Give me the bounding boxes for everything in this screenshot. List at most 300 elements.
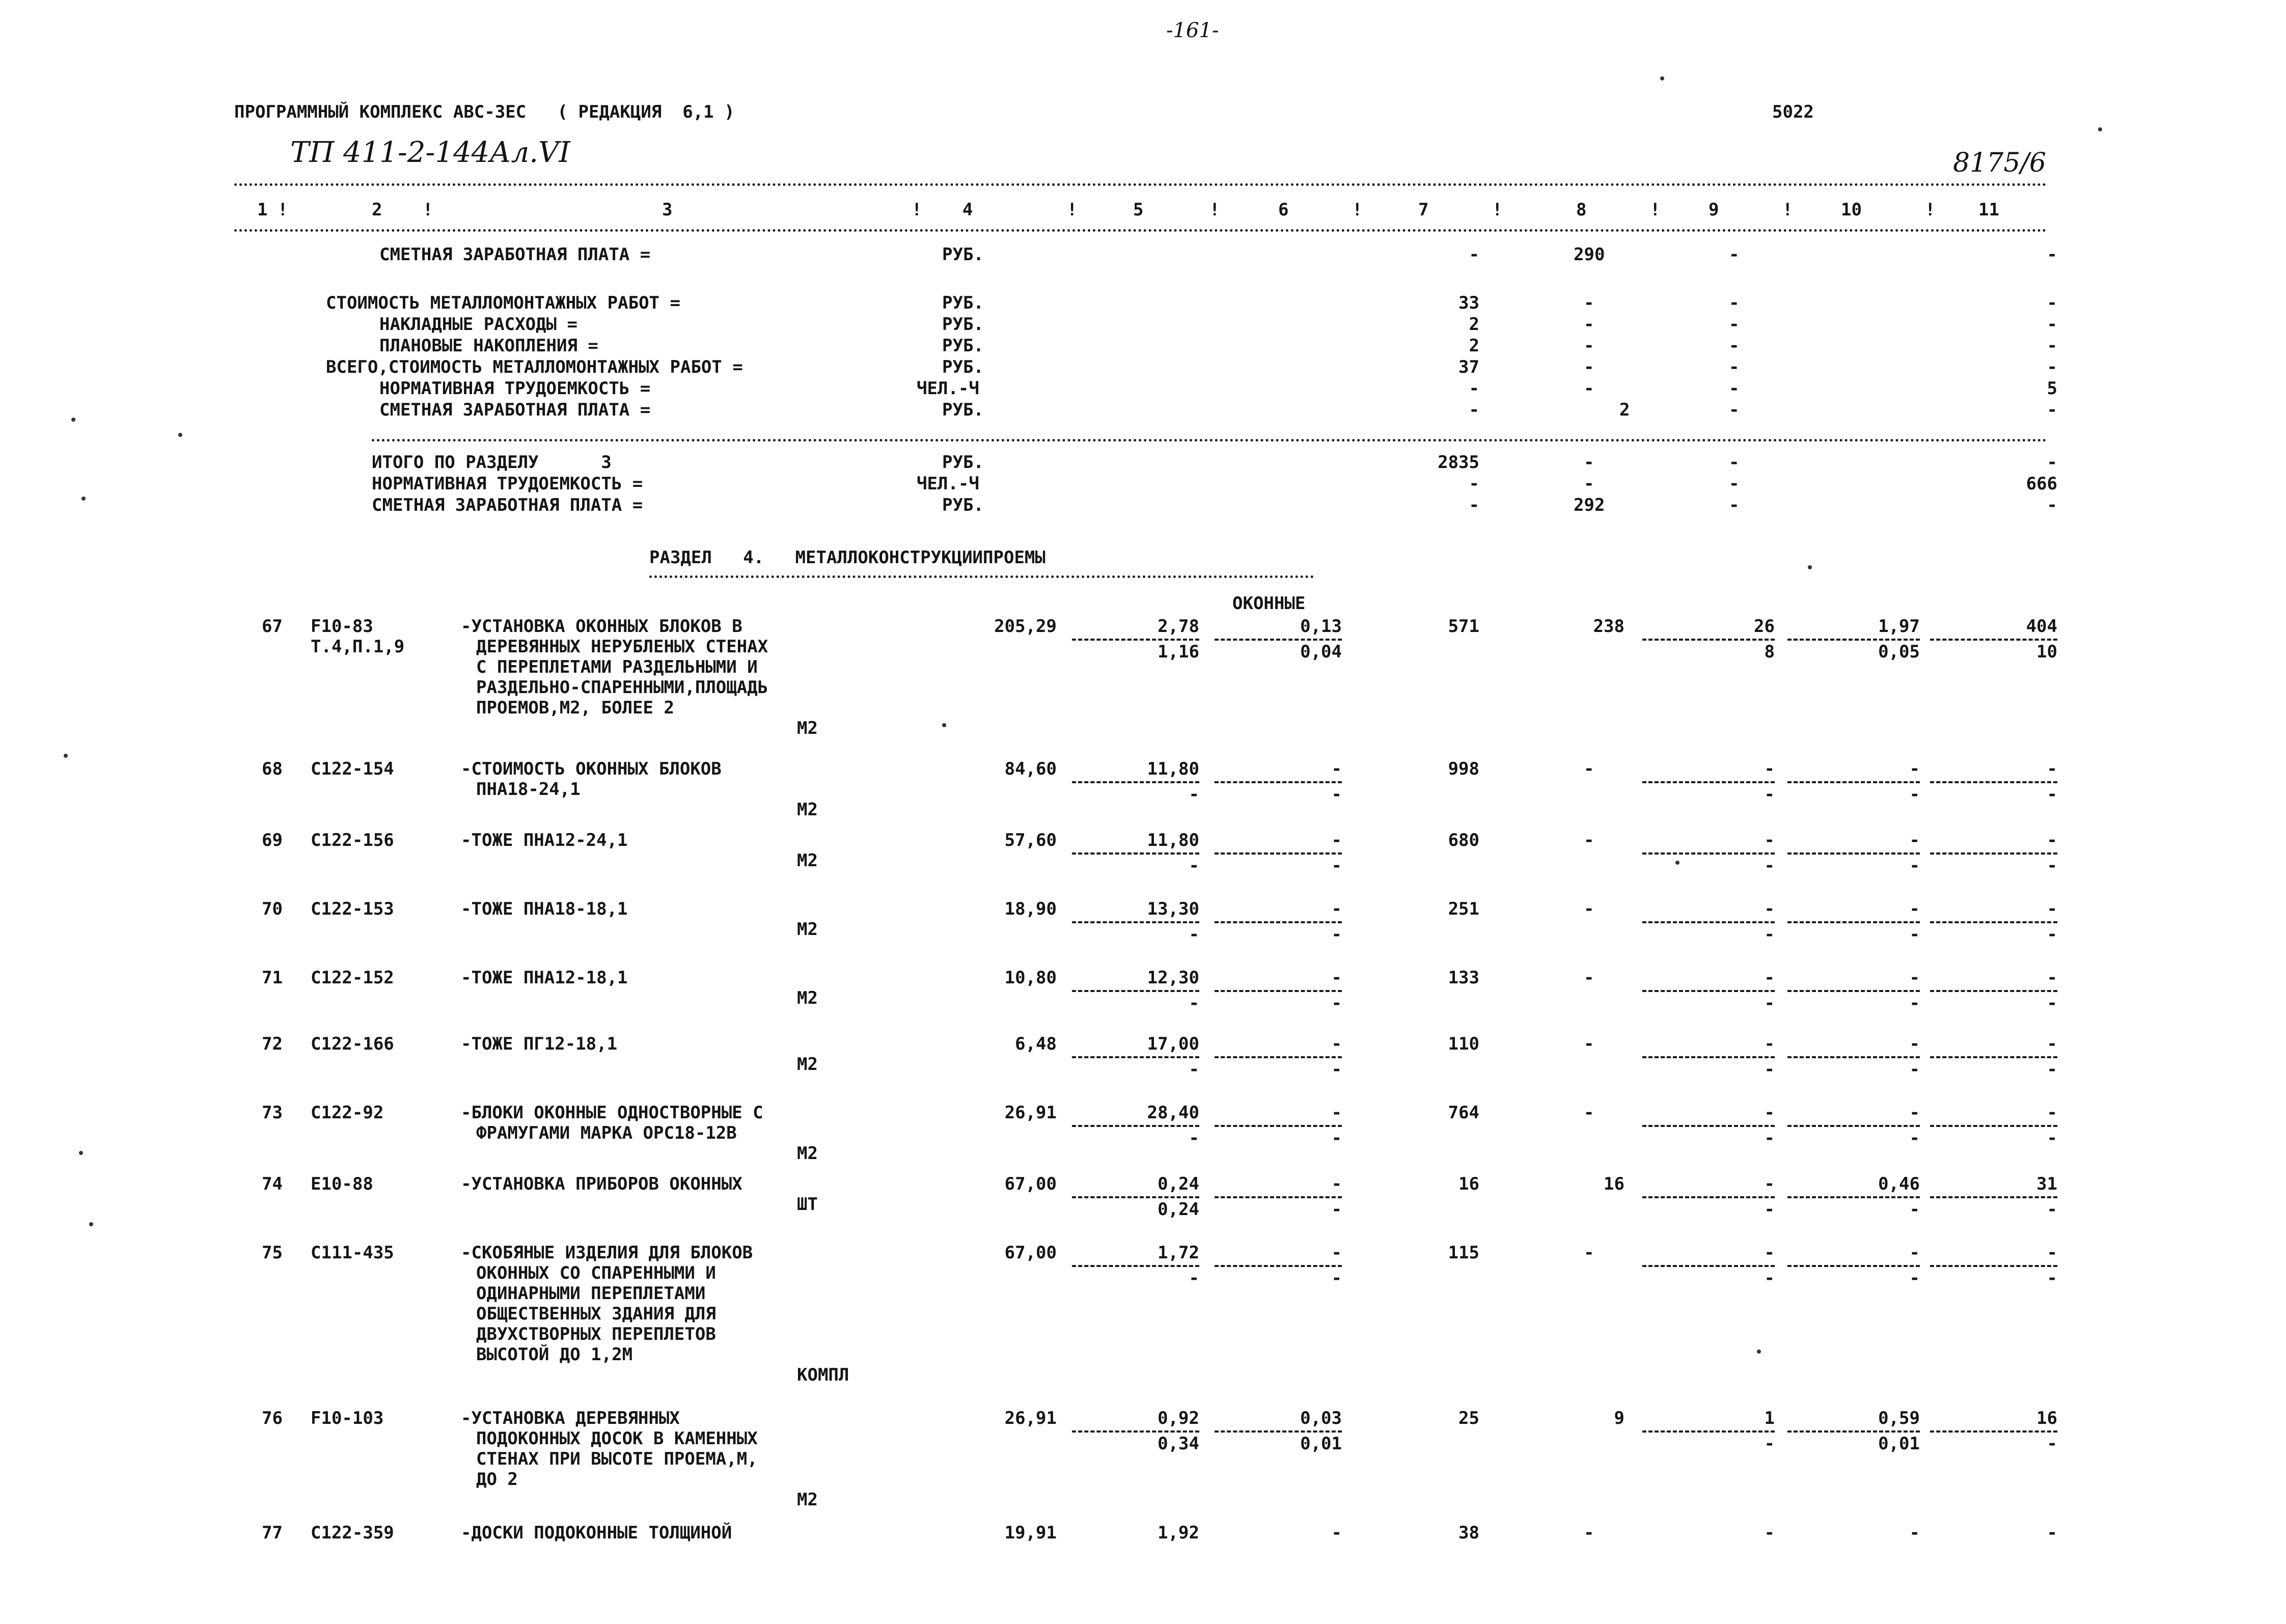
row-quantity: 19,91 bbox=[1004, 1523, 1057, 1543]
row-unit-wage: - bbox=[1331, 1523, 1342, 1543]
row-total-wage: - bbox=[1584, 968, 1594, 988]
row-number: 67 bbox=[262, 616, 283, 637]
row-unit-wage: 0,13 bbox=[1300, 616, 1342, 637]
row-labor-rate: 0,59 bbox=[1878, 1408, 1920, 1428]
column-divider: ! bbox=[912, 200, 922, 220]
row-unit-wage-machine: - bbox=[1331, 1059, 1342, 1080]
row-labor-total: 404 bbox=[2026, 616, 2057, 637]
summary-total-c7: - bbox=[1469, 495, 1479, 515]
column-number-4: 4 bbox=[962, 200, 973, 220]
column-divider: ! bbox=[278, 200, 288, 220]
row-unit: М2 bbox=[797, 1054, 818, 1075]
row-unit-price: 0,24 bbox=[1158, 1174, 1199, 1194]
summary-total-c11: 666 bbox=[2026, 474, 2057, 494]
row-labor-rate-machine: - bbox=[1909, 856, 1920, 876]
row-description: -ТОЖЕ ПНА12-18,1 bbox=[461, 968, 628, 988]
machine-divider bbox=[1787, 781, 1920, 783]
column-number-8: 8 bbox=[1576, 200, 1587, 220]
summary-row-c9: - bbox=[1729, 293, 1740, 313]
summary-row-unit: РУБ. bbox=[942, 314, 984, 335]
machine-divider bbox=[1930, 1265, 2057, 1267]
price-divider bbox=[1072, 852, 1199, 855]
machine-divider bbox=[1642, 990, 1775, 992]
row-labor-rate-machine: - bbox=[1909, 1059, 1920, 1080]
summary-row-c8: - bbox=[1584, 378, 1594, 399]
price-divider bbox=[1072, 921, 1199, 923]
scan-speck bbox=[1757, 1350, 1761, 1354]
row-unit-price: 13,30 bbox=[1147, 899, 1199, 919]
row-total-cost: 998 bbox=[1448, 759, 1479, 779]
row-description: РАЗДЕЛЬНО-СПАРЕННЫМИ,ПЛОЩАДЬ bbox=[476, 677, 768, 698]
summary-row-c7: - bbox=[1469, 378, 1479, 399]
row-description: ДЕРЕВЯННЫХ НЕРУБЛЕНЫХ СТЕНАХ bbox=[476, 637, 768, 657]
summary-total-unit: РУБ. bbox=[942, 452, 984, 473]
price-divider bbox=[1072, 1125, 1199, 1127]
machine-divider bbox=[1787, 1430, 1920, 1433]
summary-row-c9: - bbox=[1729, 357, 1740, 377]
row-labor-rate: 1,97 bbox=[1878, 616, 1920, 637]
summary-row-unit: РУБ. bbox=[942, 400, 984, 420]
row-total-wage: - bbox=[1584, 830, 1594, 850]
scan-speck bbox=[79, 1151, 83, 1155]
row-unit-price-machine: - bbox=[1189, 993, 1199, 1013]
summary-salary-label: СМЕТНАЯ ЗАРАБОТНАЯ ПЛАТА = bbox=[379, 244, 651, 265]
summary-row-c8: - bbox=[1584, 293, 1594, 313]
row-machine-wage: - bbox=[1764, 1128, 1775, 1148]
scan-speck bbox=[81, 497, 86, 501]
row-code: С122-166 bbox=[311, 1034, 394, 1054]
row-unit-price: 1,72 bbox=[1158, 1243, 1199, 1263]
summary-row-c11: - bbox=[2047, 314, 2057, 335]
summary-separator bbox=[372, 439, 2047, 442]
program-header: ПРОГРАММНЫЙ КОМПЛЕКС АВС-3ЕС ( РЕДАКЦИЯ 6,1 ) bbox=[234, 102, 735, 122]
row-labor-rate: - bbox=[1909, 1103, 1920, 1123]
machine-divider bbox=[1642, 1125, 1775, 1127]
summary-row-unit: РУБ. bbox=[942, 357, 984, 377]
row-total-wage: 9 bbox=[1614, 1408, 1624, 1428]
row-total-wage: 16 bbox=[1604, 1174, 1624, 1194]
row-unit: М2 bbox=[797, 800, 818, 820]
row-number: 77 bbox=[262, 1523, 283, 1543]
row-number: 76 bbox=[262, 1408, 283, 1428]
summary-row-c7: 2 bbox=[1469, 314, 1479, 335]
machine-divider bbox=[1642, 1196, 1775, 1198]
row-unit-wage: - bbox=[1331, 1174, 1342, 1194]
row-unit-price: 11,80 bbox=[1147, 830, 1199, 850]
row-labor-total-machine: - bbox=[2047, 1199, 2057, 1220]
summary-total-c8: - bbox=[1584, 474, 1594, 494]
column-number-1: 1 bbox=[257, 200, 268, 220]
row-unit-price-machine: - bbox=[1189, 1268, 1199, 1288]
row-unit-price-machine: - bbox=[1189, 784, 1199, 805]
column-divider: ! bbox=[1925, 200, 1936, 220]
scan-speck bbox=[178, 433, 182, 437]
row-unit-wage: - bbox=[1331, 1034, 1342, 1054]
row-labor-rate-machine: - bbox=[1909, 924, 1920, 945]
row-labor-rate-machine: - bbox=[1909, 784, 1920, 805]
page-number: -161- bbox=[1166, 19, 1219, 42]
machine-divider bbox=[1642, 1056, 1775, 1058]
machine-divider bbox=[1787, 921, 1920, 923]
row-unit-price-machine: - bbox=[1189, 924, 1199, 945]
row-machine-cost: - bbox=[1764, 899, 1775, 919]
row-total-cost: 16 bbox=[1458, 1174, 1479, 1194]
row-labor-rate: - bbox=[1909, 899, 1920, 919]
header-separator-bottom bbox=[234, 229, 2047, 232]
price-divider bbox=[1072, 1430, 1199, 1433]
row-machine-cost: - bbox=[1764, 968, 1775, 988]
row-labor-total: - bbox=[2047, 759, 2057, 779]
row-unit-wage: - bbox=[1331, 1243, 1342, 1263]
summary-row-c11: - bbox=[2047, 336, 2057, 356]
summary-salary-unit: РУБ. bbox=[942, 244, 984, 265]
row-total-cost: 133 bbox=[1448, 968, 1479, 988]
summary-salary-c9: - bbox=[1729, 244, 1740, 265]
scan-speck bbox=[942, 723, 946, 727]
row-labor-total-machine: 10 bbox=[2036, 642, 2057, 662]
row-description: ПНА18-24,1 bbox=[476, 779, 581, 800]
row-unit-price-machine: 0,24 bbox=[1158, 1199, 1199, 1220]
row-labor-total: - bbox=[2047, 830, 2057, 850]
summary-row-c11: - bbox=[2047, 400, 2057, 420]
row-number: 71 bbox=[262, 968, 283, 988]
summary-total-unit: ЧЕЛ.-Ч bbox=[917, 474, 979, 494]
price-divider bbox=[1215, 1196, 1342, 1198]
row-quantity: 67,00 bbox=[1004, 1243, 1057, 1263]
column-number-10: 10 bbox=[1841, 200, 1862, 220]
row-unit: М2 bbox=[797, 850, 818, 871]
row-unit: М2 bbox=[797, 1490, 818, 1510]
price-divider bbox=[1072, 639, 1199, 641]
row-labor-total-machine: - bbox=[2047, 1268, 2057, 1288]
row-code: С122-154 bbox=[311, 759, 394, 779]
machine-divider bbox=[1787, 1196, 1920, 1198]
row-unit-price: 2,78 bbox=[1158, 616, 1199, 637]
row-labor-rate: - bbox=[1909, 830, 1920, 850]
machine-divider bbox=[1642, 852, 1775, 855]
row-unit-price-machine: - bbox=[1189, 1128, 1199, 1148]
row-unit: М2 bbox=[797, 988, 818, 1008]
row-number: 73 bbox=[262, 1103, 283, 1123]
row-unit-price: 11,80 bbox=[1147, 759, 1199, 779]
row-machine-cost: - bbox=[1764, 759, 1775, 779]
machine-divider bbox=[1930, 990, 2057, 992]
row-unit: М2 bbox=[797, 919, 818, 940]
row-total-wage: 238 bbox=[1593, 616, 1624, 637]
summary-row-label: НАКЛАДНЫЕ РАСХОДЫ = bbox=[379, 314, 577, 335]
summary-row-label: СМЕТНАЯ ЗАРАБОТНАЯ ПЛАТА = bbox=[379, 400, 651, 420]
row-unit-price: 12,30 bbox=[1147, 968, 1199, 988]
summary-total-c11: - bbox=[2047, 495, 2057, 515]
machine-divider bbox=[1930, 639, 2057, 641]
row-unit-wage-machine: - bbox=[1331, 924, 1342, 945]
row-labor-total-machine: - bbox=[2047, 993, 2057, 1013]
row-unit-price: 17,00 bbox=[1147, 1034, 1199, 1054]
row-description: ДВУХСТВОРНЫХ ПЕРЕПЛЕТОВ bbox=[476, 1324, 716, 1344]
row-unit: ШТ bbox=[797, 1194, 818, 1215]
price-divider bbox=[1215, 921, 1342, 923]
row-unit: М2 bbox=[797, 718, 818, 738]
summary-total-c7: - bbox=[1469, 474, 1479, 494]
machine-divider bbox=[1642, 1265, 1775, 1267]
row-description: ОБЩЕСТВЕННЫХ ЗДАНИЯ ДЛЯ bbox=[476, 1304, 716, 1324]
row-machine-wage: - bbox=[1764, 1199, 1775, 1220]
row-unit-wage: - bbox=[1331, 899, 1342, 919]
row-labor-total-machine: - bbox=[2047, 856, 2057, 876]
row-labor-total: - bbox=[2047, 1523, 2057, 1543]
summary-row-c8: - bbox=[1584, 336, 1594, 356]
summary-row-c7: 2 bbox=[1469, 336, 1479, 356]
row-quantity: 84,60 bbox=[1004, 759, 1057, 779]
row-description: ОКОННЫХ СО СПАРЕННЫМИ И bbox=[476, 1263, 716, 1283]
row-code: С122-156 bbox=[311, 830, 394, 850]
summary-total-c8: - bbox=[1584, 452, 1594, 473]
row-machine-cost: 1 bbox=[1764, 1408, 1775, 1428]
row-description: ПОДОКОННЫХ ДОСОК В КАМЕННЫХ bbox=[476, 1428, 758, 1449]
price-divider bbox=[1072, 1196, 1199, 1198]
row-unit-wage-machine: - bbox=[1331, 1199, 1342, 1220]
row-quantity: 26,91 bbox=[1004, 1408, 1057, 1428]
summary-row-label: ВСЕГО,СТОИМОСТЬ МЕТАЛЛОМОНТАЖНЫХ РАБОТ = bbox=[326, 357, 743, 377]
row-total-cost: 764 bbox=[1448, 1103, 1479, 1123]
archive-number: 8175/6 bbox=[1953, 148, 2046, 178]
row-description: -СТОИМОСТЬ ОКОННЫХ БЛОКОВ bbox=[461, 759, 722, 779]
row-labor-total: - bbox=[2047, 968, 2057, 988]
row-total-wage: - bbox=[1584, 899, 1594, 919]
row-quantity: 57,60 bbox=[1004, 830, 1057, 850]
row-quantity: 6,48 bbox=[1015, 1034, 1057, 1054]
row-description: ВЫСОТОЙ ДО 1,2М bbox=[476, 1344, 633, 1365]
row-labor-total: - bbox=[2047, 1034, 2057, 1054]
row-total-wage: - bbox=[1584, 1034, 1594, 1054]
row-description: -УСТАНОВКА ДЕРЕВЯННЫХ bbox=[461, 1408, 680, 1428]
machine-divider bbox=[1787, 1265, 1920, 1267]
column-number-5: 5 bbox=[1133, 200, 1144, 220]
row-total-cost: 571 bbox=[1448, 616, 1479, 637]
summary-row-c9: - bbox=[1729, 336, 1740, 356]
row-description: С ПЕРЕПЛЕТАМИ РАЗДЕЛЬНЫМИ И bbox=[476, 657, 758, 677]
row-total-cost: 38 bbox=[1458, 1523, 1479, 1543]
row-quantity: 26,91 bbox=[1004, 1103, 1057, 1123]
machine-divider bbox=[1787, 1125, 1920, 1127]
machine-divider bbox=[1787, 852, 1920, 855]
machine-divider bbox=[1787, 1056, 1920, 1058]
row-code: F10-83 bbox=[311, 616, 373, 637]
row-description: -ТОЖЕ ПНА18-18,1 bbox=[461, 899, 628, 919]
row-unit-price: 0,92 bbox=[1158, 1408, 1199, 1428]
row-labor-total: - bbox=[2047, 899, 2057, 919]
column-divider: ! bbox=[1650, 200, 1661, 220]
row-unit-price-machine: - bbox=[1189, 856, 1199, 876]
row-labor-rate: - bbox=[1909, 1243, 1920, 1263]
row-unit-price-machine: - bbox=[1189, 1059, 1199, 1080]
row-unit-wage-machine: - bbox=[1331, 993, 1342, 1013]
row-unit-wage: - bbox=[1331, 830, 1342, 850]
row-quantity: 67,00 bbox=[1004, 1174, 1057, 1194]
column-divider: ! bbox=[1492, 200, 1503, 220]
summary-row-c8: - bbox=[1584, 314, 1594, 335]
price-divider bbox=[1215, 1265, 1342, 1267]
summary-row-c8: - bbox=[1584, 357, 1594, 377]
row-machine-wage: - bbox=[1764, 856, 1775, 876]
row-code-extra: Т.4,П.1,9 bbox=[311, 637, 405, 657]
row-machine-wage: - bbox=[1764, 993, 1775, 1013]
scan-speck bbox=[1675, 861, 1679, 865]
row-description: ПРОЕМОВ,М2, БОЛЕЕ 2 bbox=[476, 698, 674, 718]
row-description: -ТОЖЕ ПГ12-18,1 bbox=[461, 1034, 618, 1054]
row-total-cost: 115 bbox=[1448, 1243, 1479, 1263]
scan-speck bbox=[1660, 76, 1664, 80]
price-divider bbox=[1215, 781, 1342, 783]
summary-row-c11: 5 bbox=[2047, 378, 2057, 399]
row-number: 70 bbox=[262, 899, 283, 919]
row-machine-wage: - bbox=[1764, 1268, 1775, 1288]
row-code: С122-359 bbox=[311, 1523, 394, 1543]
row-labor-total: - bbox=[2047, 1103, 2057, 1123]
price-divider bbox=[1072, 1265, 1199, 1267]
row-number: 75 bbox=[262, 1243, 283, 1263]
machine-divider bbox=[1930, 1125, 2057, 1127]
column-number-3: 3 bbox=[662, 200, 673, 220]
row-number: 74 bbox=[262, 1174, 283, 1194]
row-labor-rate-machine: - bbox=[1909, 993, 1920, 1013]
row-labor-total-machine: - bbox=[2047, 924, 2057, 945]
row-total-cost: 680 bbox=[1448, 830, 1479, 850]
row-number: 72 bbox=[262, 1034, 283, 1054]
row-unit-wage: - bbox=[1331, 968, 1342, 988]
column-number-7: 7 bbox=[1418, 200, 1429, 220]
summary-total-unit: РУБ. bbox=[942, 495, 984, 515]
column-divider: ! bbox=[1782, 200, 1793, 220]
summary-row-c9: - bbox=[1729, 314, 1740, 335]
row-machine-wage: 8 bbox=[1764, 642, 1775, 662]
document-code: 5022 bbox=[1772, 102, 1814, 122]
row-description: ОДИНАРНЫМИ ПЕРЕПЛЕТАМИ bbox=[476, 1283, 706, 1304]
machine-divider bbox=[1930, 1196, 2057, 1198]
machine-divider bbox=[1642, 1430, 1775, 1433]
scan-speck bbox=[64, 754, 68, 758]
row-unit: КОМПЛ bbox=[797, 1365, 849, 1385]
row-unit-wage: 0,03 bbox=[1300, 1408, 1342, 1428]
row-total-wage: - bbox=[1584, 1103, 1594, 1123]
row-code: С122-152 bbox=[311, 968, 394, 988]
machine-divider bbox=[1930, 852, 2057, 855]
column-divider: ! bbox=[1352, 200, 1363, 220]
row-machine-wage: - bbox=[1764, 924, 1775, 945]
row-code: F10-103 bbox=[311, 1408, 384, 1428]
row-quantity: 10,80 bbox=[1004, 968, 1057, 988]
summary-total-c11: - bbox=[2047, 452, 2057, 473]
summary-row-c7: 37 bbox=[1458, 357, 1479, 377]
summary-row-c7: 33 bbox=[1458, 293, 1479, 313]
price-divider bbox=[1215, 1125, 1342, 1127]
summary-salary-c7: - bbox=[1469, 244, 1479, 265]
summary-row-label: НОРМАТИВНАЯ ТРУДОЕМКОСТЬ = bbox=[379, 378, 651, 399]
summary-total-c9: - bbox=[1729, 495, 1740, 515]
row-labor-rate-machine: - bbox=[1909, 1268, 1920, 1288]
row-machine-cost: - bbox=[1764, 1243, 1775, 1263]
row-machine-cost: - bbox=[1764, 1174, 1775, 1194]
machine-divider bbox=[1930, 781, 2057, 783]
section-title-underline bbox=[649, 575, 1314, 578]
row-labor-total-machine: - bbox=[2047, 1128, 2057, 1148]
row-machine-cost: 26 bbox=[1754, 616, 1775, 637]
machine-divider bbox=[1642, 921, 1775, 923]
row-labor-rate-machine: - bbox=[1909, 1128, 1920, 1148]
row-total-wage: - bbox=[1584, 759, 1594, 779]
row-unit-wage-machine: - bbox=[1331, 784, 1342, 805]
row-labor-rate: - bbox=[1909, 759, 1920, 779]
column-divider: ! bbox=[1067, 200, 1078, 220]
row-description: -СКОБЯНЫЕ ИЗДЕЛИЯ ДЛЯ БЛОКОВ bbox=[461, 1243, 753, 1263]
header-separator-top bbox=[234, 183, 2047, 186]
row-unit-wage-machine: 0,01 bbox=[1300, 1434, 1342, 1454]
row-unit-price-machine: 1,16 bbox=[1158, 642, 1199, 662]
row-labor-rate: - bbox=[1909, 1034, 1920, 1054]
row-quantity: 18,90 bbox=[1004, 899, 1057, 919]
summary-total-label: СМЕТНАЯ ЗАРАБОТНАЯ ПЛАТА = bbox=[372, 495, 643, 515]
project-code: ТП 411-2-144Ал.VI bbox=[290, 136, 570, 169]
row-machine-cost: - bbox=[1764, 830, 1775, 850]
price-divider bbox=[1215, 852, 1342, 855]
row-machine-cost: - bbox=[1764, 1034, 1775, 1054]
column-divider: ! bbox=[1209, 200, 1220, 220]
row-machine-wage: - bbox=[1764, 1434, 1775, 1454]
summary-total-c8: 292 bbox=[1574, 495, 1605, 515]
row-description: СТЕНАХ ПРИ ВЫСОТЕ ПРОЕМА,М, bbox=[476, 1449, 758, 1469]
row-labor-rate-machine: 0,05 bbox=[1878, 642, 1920, 662]
summary-total-c9: - bbox=[1729, 452, 1740, 473]
row-labor-total-machine: - bbox=[2047, 784, 2057, 805]
row-unit-wage-machine: - bbox=[1331, 1128, 1342, 1148]
scan-speck bbox=[1808, 565, 1812, 569]
row-labor-total: 31 bbox=[2036, 1174, 2057, 1194]
price-divider bbox=[1072, 1056, 1199, 1058]
column-number-11: 11 bbox=[1978, 200, 1999, 220]
row-machine-cost: - bbox=[1764, 1523, 1775, 1543]
price-divider bbox=[1215, 639, 1342, 641]
price-divider bbox=[1215, 990, 1342, 992]
row-labor-total: 16 bbox=[2036, 1408, 2057, 1428]
column-number-6: 6 bbox=[1278, 200, 1289, 220]
machine-divider bbox=[1930, 1430, 2057, 1433]
summary-row-c9: - bbox=[1729, 378, 1740, 399]
row-description: -УСТАНОВКА ОКОННЫХ БЛОКОВ В bbox=[461, 616, 742, 637]
row-unit-wage-machine: - bbox=[1331, 1268, 1342, 1288]
row-unit-price-machine: 0,34 bbox=[1158, 1434, 1199, 1454]
machine-divider bbox=[1930, 1056, 2057, 1058]
row-labor-rate-machine: 0,01 bbox=[1878, 1434, 1920, 1454]
row-machine-wage: - bbox=[1764, 784, 1775, 805]
row-total-cost: 25 bbox=[1458, 1408, 1479, 1428]
row-unit-price: 1,92 bbox=[1158, 1523, 1199, 1543]
row-unit-wage-machine: - bbox=[1331, 856, 1342, 876]
row-machine-cost: - bbox=[1764, 1103, 1775, 1123]
row-labor-rate: - bbox=[1909, 968, 1920, 988]
machine-divider bbox=[1930, 921, 2057, 923]
row-labor-rate: 0,46 bbox=[1878, 1174, 1920, 1194]
scan-speck bbox=[2098, 127, 2102, 131]
summary-row-c8: 2 bbox=[1619, 400, 1630, 420]
row-total-wage: - bbox=[1584, 1523, 1594, 1543]
row-description: -ТОЖЕ ПНА12-24,1 bbox=[461, 830, 628, 850]
summary-total-c9: - bbox=[1729, 474, 1740, 494]
machine-divider bbox=[1787, 639, 1920, 641]
row-description: -ДОСКИ ПОДОКОННЫЕ ТОЛЩИНОЙ bbox=[461, 1523, 732, 1543]
summary-row-c11: - bbox=[2047, 357, 2057, 377]
summary-row-label: СТОИМОСТЬ МЕТАЛЛОМОНТАЖНЫХ РАБОТ = bbox=[326, 293, 680, 313]
row-description: ДО 2 bbox=[476, 1469, 518, 1490]
